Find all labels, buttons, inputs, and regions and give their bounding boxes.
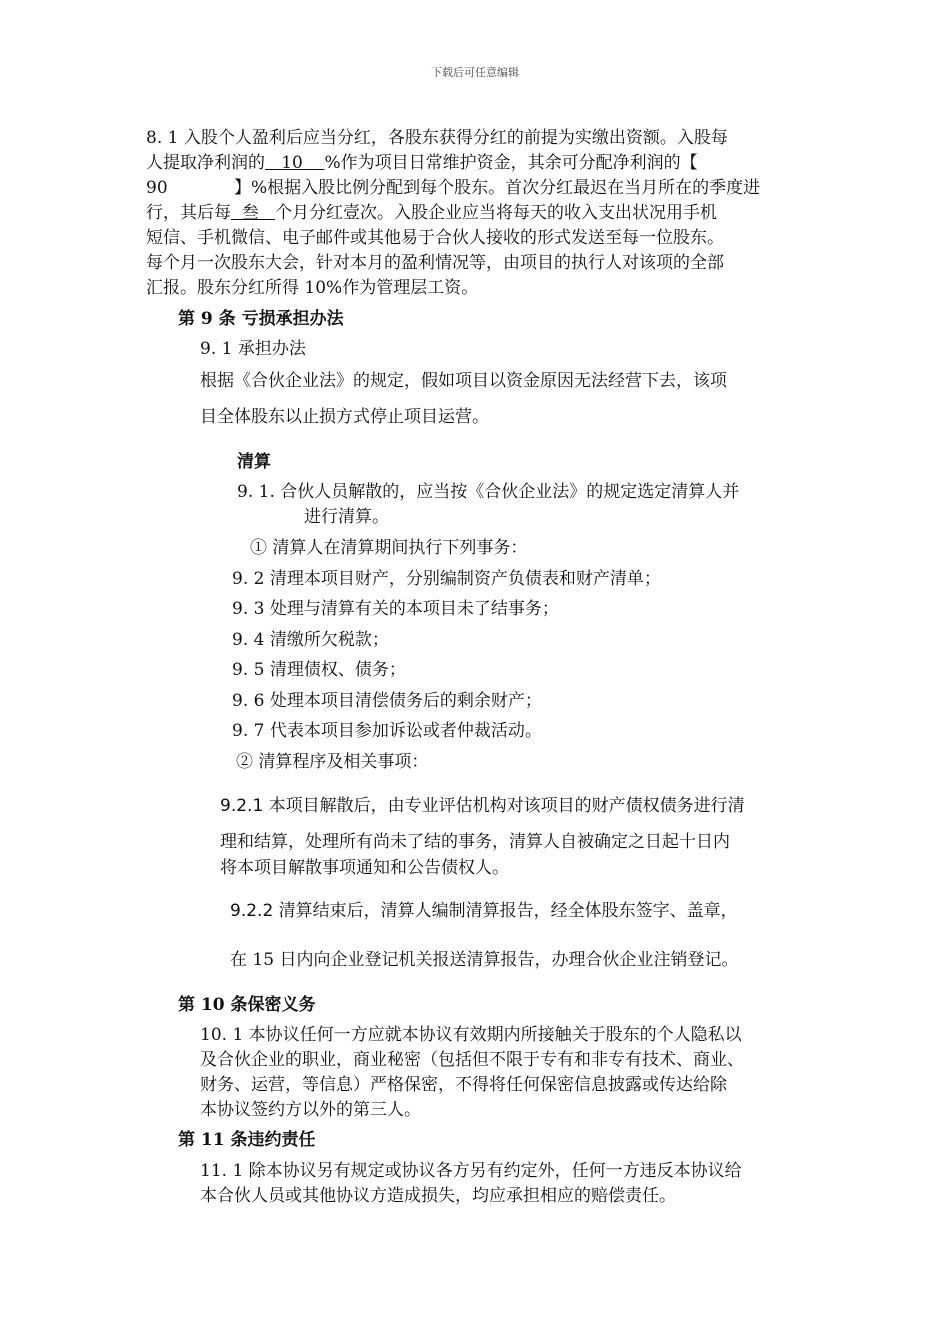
s8-line-1: 8. 1 入股个人盈利后应当分红，各股东获得分红的前提为实缴出资额。入股每: [146, 128, 728, 148]
s9-q1b: 进行清算。: [304, 507, 389, 527]
s9-p21-line-2: 理和结算，处理所有尚未了结的事务，清算人自被确定之日起十日内: [220, 832, 730, 852]
s8-line-7: 汇报。股东分红所得 10%作为管理层工资。: [146, 278, 479, 298]
distribution-percent: 90: [146, 178, 168, 198]
s8-line-6: 每个月一次股东大会，针对本月的盈利情况等，由项目的执行人对该项的全部: [146, 253, 724, 273]
s10-line-3: 财务、运营，等信息）严格保密，不得将任何保密信息披露或传达给除: [200, 1075, 727, 1095]
s9-p21-line-1: [220, 794, 745, 818]
s9-item-2: 9. 2 清理本项目财产，分别编制资产负债表和财产清单；: [232, 569, 661, 589]
s9-q1a: 9. 1. 合伙人员解散的，应当按《合伙企业法》的规定选定清算人并: [237, 482, 740, 502]
s9-p22-line-2: 在 15 日内向企业登记机关报送清算报告，办理合伙企业注销登记。: [230, 950, 739, 970]
s9-sub1: 9. 1 承担办法: [200, 339, 306, 359]
s10-line-2: 及合伙企业的职业，商业秘密（包括但不限于专有和非专有技术、商业、: [200, 1050, 744, 1070]
s11-line-1: 11. 1 除本协议另有规定或协议各方另有约定外，任何一方违反本协议给: [200, 1161, 742, 1181]
s8-line-4: [146, 201, 717, 225]
s10-title: 第 10 条保密义务: [178, 995, 316, 1015]
s9-c2: ② 清算程序及相关事项：: [236, 752, 429, 772]
s9-p1: 根据《合伙企业法》的规定，假如项目以资金原因无法经营下去，该项: [200, 371, 727, 391]
s9-title: 第 9 条 亏损承担办法: [178, 309, 344, 329]
s9-p22-text: 清算结束后，清算人编制清算报告，经全体股东签字、盖章，: [273, 901, 738, 921]
s10-line-4: 本协议签约方以外的第三人。: [200, 1100, 421, 1120]
s9-p21-number: 9.2.1: [220, 796, 264, 816]
s8-line-2: [146, 151, 698, 175]
s11-title: 第 11 条违约责任: [178, 1130, 316, 1150]
s9-p21-line-3: 将本项目解散事项通知和公告债权人。: [220, 858, 509, 878]
s9-item-5: 9. 5 清理债权、债务；: [232, 660, 406, 680]
s8-line-4-a: 行，其后每: [146, 203, 231, 223]
s8-line-3-b: 】%根据入股比例分配到每个股东。首次分红最迟在当月所在的季度进: [234, 178, 761, 198]
s11-line-2: 本合伙人员或其他协议方造成损失，均应承担相应的赔偿责任。: [200, 1186, 676, 1206]
s10-line-1: 10. 1 本协议任何一方应就本协议有效期内所接触关于股东的个人隐私以: [200, 1025, 742, 1045]
s9-p21-text: 本项目解散后，由专业评估机构对该项目的财产债权债务进行清: [263, 796, 745, 816]
maintenance-percent: 10: [265, 153, 325, 173]
s9-item-7: 9. 7 代表本项目参加诉讼或者仲裁活动。: [232, 721, 542, 741]
s8-line-5: 短信、手机微信、电子邮件或其他易于合伙人接收的形式发送至每一位股东。: [146, 228, 724, 248]
s9-item-4: 9. 4 清缴所欠税款；: [232, 630, 389, 650]
dividend-interval: 叁: [231, 203, 276, 223]
s9-item-6: 9. 6 处理本项目清偿债务后的剩余财产；: [232, 691, 542, 711]
s9-liquidation-heading: 清算: [237, 452, 271, 472]
s8-line-4-b: 个月分红壹次。入股企业应当将每天的收入支出状况用手机: [275, 203, 718, 223]
s9-item-3: 9. 3 处理与清算有关的本项目未了结事务；: [232, 599, 559, 619]
s9-c1: ① 清算人在清算期间执行下列事务：: [250, 538, 528, 558]
s9-p2: 目全体股东以止损方式停止项目运营。: [200, 407, 489, 427]
page-header: 下载后可任意编辑: [431, 66, 519, 79]
s8-line-3: [146, 176, 760, 200]
s9-p22-line-1: [230, 899, 738, 923]
s8-line-2-a: 人提取净利润的: [146, 153, 265, 173]
s9-p22-number: 9.2.2: [230, 901, 274, 921]
s8-line-2-b: %作为项目日常维护资金，其余可分配净利润的【: [324, 153, 698, 173]
